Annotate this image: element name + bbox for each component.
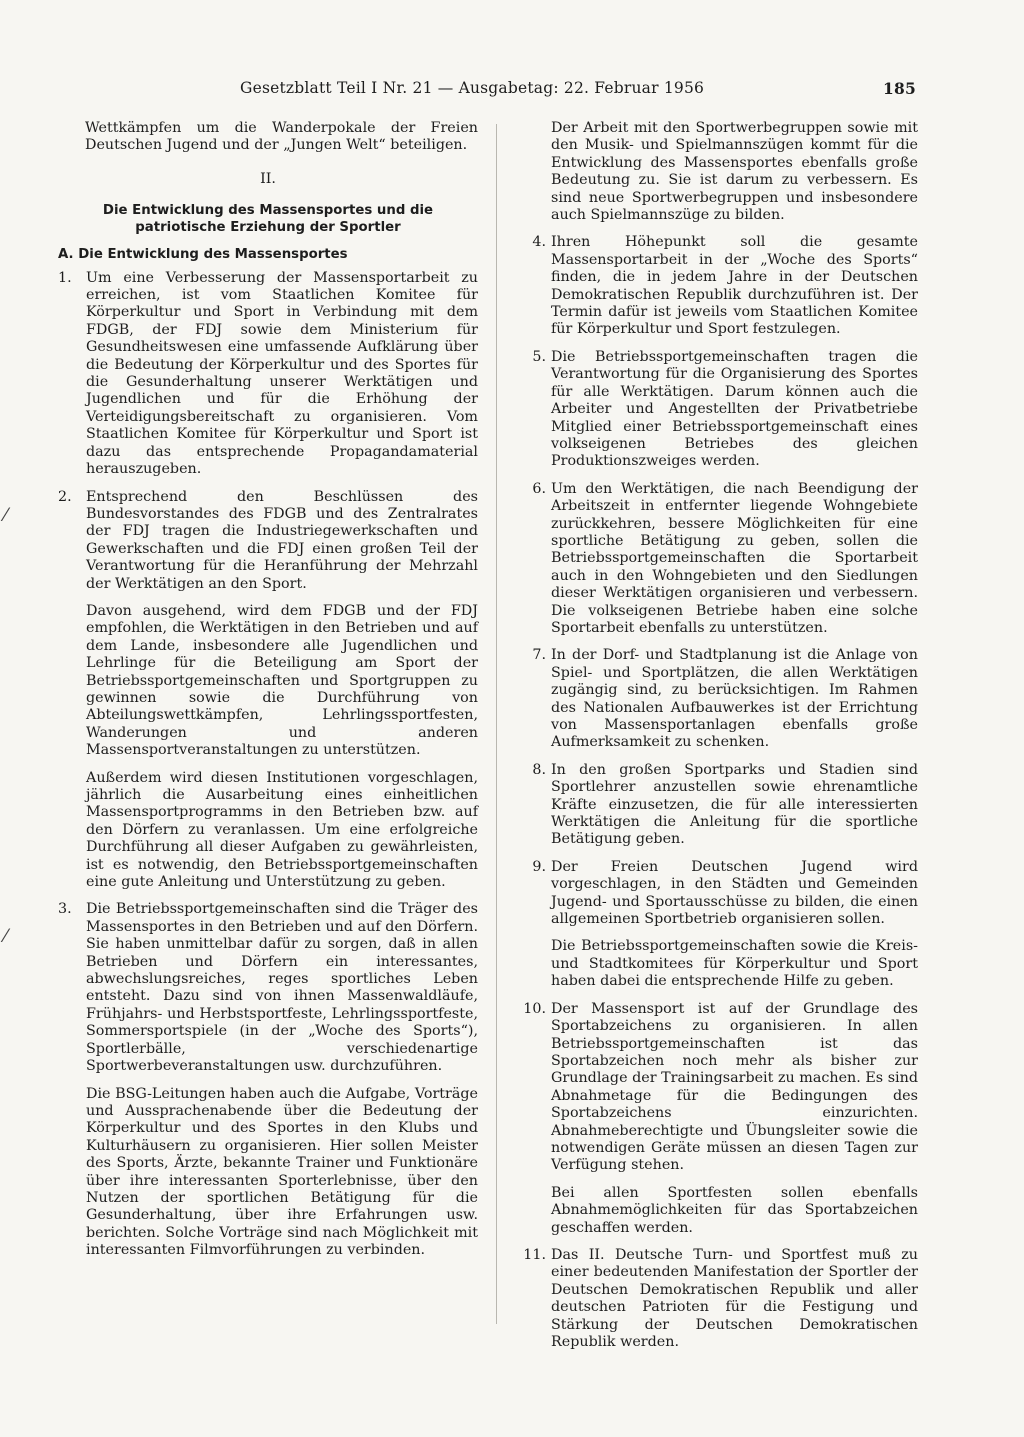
item-paragraph: Außerdem wird diesen Institutionen vorgeschlagen, jährlich die Ausarbeitung eines einheitlichen Massensportprogramms in den Betrieben bzw. auf den Dörfern zu veranlassen. Um eine erfolgreiche Durchführung all dieser Aufgaben zu gewährleisten, ist es notwendig, den Betriebssportgemeinschaften eine gute Anleitung und Unterstützung zu geben. — [86, 769, 478, 891]
list-item — [58, 270, 478, 479]
item-paragraph: Um den Werktätigen, die nach Beendigung der Arbeitszeit in entfernter liegende Wohngebiete zurückkehren, bessere Möglichkeiten für eine sportliche Betätigung zu geben, sollen die Betriebssportgemeinschaften die Sportarbeit auch in den Wohngebieten und den Siedlungen dieser Werktätigen organisieren und verbessern. Die volkseigenen Betriebe haben eine solche Sportarbeit ebenfalls zu unterstützen. — [551, 480, 918, 636]
column-divider — [496, 124, 497, 1324]
margin-tick-mark: ⁄ — [4, 926, 8, 947]
item-paragraph: Der Freien Deutschen Jugend wird vorgeschlagen, in den Städten und Gemeinden Jugend- und Sportausschüsse zu bilden, die einen allgemeinen Sportbetrieb organisieren sollen. — [551, 858, 918, 928]
section-number: II. — [260, 170, 276, 187]
item-paragraph: Bei allen Sportfesten sollen ebenfalls Abnahmemöglichkeiten für das Sportabzeichen geschaffen werden. — [551, 1184, 918, 1236]
item-paragraph: Davon ausgehend, wird dem FDGB und der FDJ empfohlen, die Werktätigen in den Betrieben und auf dem Lande, insbesondere alle Jugendlichen und Lehrlinge für die Beteiligung am Sport der Betriebssportgemeinschaften und Sportgruppen zu gewinnen sowie die Durchführung von Abteilungswettkämpfen, Lehrlingssportfesten, Wanderungen und anderen Massensportveranstaltungen zu unterstützen. — [86, 602, 478, 759]
item-number: 9. — [532, 858, 546, 875]
list-item — [520, 859, 918, 991]
list-item — [58, 901, 478, 1259]
item-number: 11. — [523, 1246, 546, 1263]
list-item — [520, 1001, 918, 1237]
item-number: 1. — [58, 269, 72, 286]
section-heading: Die Entwicklung des Massensportes und die patriotische Erziehung der Sportler — [102, 203, 434, 236]
header-title: Gesetzblatt Teil I Nr. 21 — Ausgabetag: 22. Februar 1956 — [240, 79, 705, 97]
subsection-heading: A. Die Entwicklung des Massensportes — [58, 247, 348, 263]
item-paragraph: Der Massensport ist auf der Grundlage des Sportabzeichens zu organisieren. In allen Betriebssportgemeinschaften ist das Sportabzeichen noch mehr als bisher zur Grundlage der Trainingsarbeit zu machen. Es sind Abnahmetage für die Bedingungen des Sportabzeichens einzurichten. Abnahmeberechtigte und Übungsleiter sowie die notwendigen Geräte müssen an diesen Tagen zur Verfügung stehen. — [551, 1000, 918, 1174]
item-paragraph: Ihren Höhepunkt soll die gesamte Massensportarbeit in der „Woche des Sports“ finden, die in jedem Jahre in der Deutschen Demokratischen Republik durchzuführen ist. Der Termin dafür ist jeweils vom Staatlichen Komitee für Körperkultur und Sport festzulegen. — [551, 234, 918, 338]
margin-tick-mark: ⁄ — [4, 505, 8, 526]
item-number: 4. — [532, 234, 546, 251]
list-item — [520, 349, 918, 471]
item-number: 3. — [58, 901, 72, 918]
list-item — [520, 762, 918, 849]
item-paragraph: Die Betriebssportgemeinschaften sowie die Kreis- und Stadtkomitees für Körperkultur und Sport haben dabei die entsprechende Hilfe zu geben. — [551, 938, 918, 990]
page-header — [0, 79, 1024, 105]
list-item — [520, 234, 918, 338]
item-paragraph: Entsprechend den Beschlüssen des Bundesvorstandes des FDGB und des Zentralrates der FDJ tragen die Industriegewerkschaften und Gewerkschaften und die FDJ einen großen Teil der Verantwortung für die Heranführung der Mehrzahl der Werktätigen an den Sport. — [86, 488, 478, 592]
item-paragraph: In der Dorf- und Stadtplanung ist die Anlage von Spiel- und Sportplätzen, die allen Werktätigen zugängig sind, zu berücksichtigen. Im Rahmen des Nationalen Aufbauwerkes ist der Errichtung von Massensportanlagen ebenfalls große Aufmerksamkeit zu schenken. — [551, 647, 918, 751]
list-item — [520, 481, 918, 638]
left-intro-paragraph: Wettkämpfen um die Wanderpokale der Freien Deutschen Jugend und der „Jungen Welt“ beteiligen. — [85, 120, 478, 154]
item-paragraph: Die Betriebssportgemeinschaften tragen die Verantwortung für die Organisierung des Sportes für alle Werktätigen. Darum können auch die Arbeiter und Angestellten der Privatbetriebe Mitglied einer Betriebssportgemeinschaft eines volkseigenen Betriebes des gleichen Produktionszweiges werden. — [551, 348, 918, 470]
item-number: 7. — [532, 647, 546, 664]
item-paragraph: Um eine Verbesserung der Massensportarbeit zu erreichen, ist vom Staatlichen Komitee für Körperkultur und Sport in Verbindung mit dem FDGB, der FDJ sowie dem Ministerium für Gesundheitswesen eine umfassende Aufklärung über die Bedeutung der Körperkultur und des Sportes für die Gesunderhaltung unserer Werktätigen und Jugendlichen und für die Erhöhung der Verteidigungsbereitschaft zu organisieren. Vom Staatlichen Komitee für Körperkultur und Sport ist dazu das entsprechende Propagandamaterial herauszugeben. — [86, 269, 478, 478]
list-item — [520, 1247, 918, 1351]
item-number: 10. — [523, 1000, 546, 1017]
item-number: 6. — [532, 480, 546, 497]
item-number: 5. — [532, 348, 546, 365]
list-item — [58, 489, 478, 892]
item-paragraph: Die BSG-Leitungen haben auch die Aufgabe, Vorträge und Aussprachenabende über die Bedeutung der Körperkultur und des Sportes in den Klubs und Kulturhäusern zu organisieren. Hier sollen Meister des Sports, Ärzte, bekannte Trainer und Funktionäre über ihre interessanten Sporterlebnisse, über den Nutzen der sportlichen Betätigung für die Gesunderhaltung, über ihre Erfahrungen usw. berichten. Solche Vorträge sind nach Möglichkeit mit interessanten Filmvorführungen zu verbinden. — [86, 1085, 478, 1259]
item-number: 8. — [532, 761, 546, 778]
left-column — [58, 120, 478, 1270]
item-paragraph: Die Betriebssportgemeinschaften sind die Träger des Massensportes in den Betrieben und auf den Dörfern. Sie haben unmittelbar dafür zu sorgen, daß in allen Betrieben und Dörfern ein interessantes, abwechslungsreiches, reges sportliches Leben entsteht. Dazu sind von ihnen Massenwaldläufe, Frühjahrs- und Herbstsportfeste, Lehrlingssportfeste, Sommersportspiele (in der „Woche des Sports“), Sportlerbälle, verschiedenartige Sportwerbeveranstaltungen usw. durchzuführen. — [86, 901, 478, 1075]
item-paragraph: In den großen Sportparks und Stadien sind Sportlehrer anzustellen sowie ehrenamtliche Kräfte einzusetzen, die für alle interessierten Werktätigen die Anleitung für die sportliche Betätigung geben. — [551, 761, 918, 848]
page-number: 185 — [883, 79, 916, 98]
list-item — [520, 647, 918, 751]
item-paragraph: Das II. Deutsche Turn- und Sportfest muß zu einer bedeutenden Manifestation der Sportler der Deutschen Demokratischen Republik und aller deutschen Patrioten für die Festigung und Stärkung der Deutschen Demokratischen Republik werden. — [551, 1246, 918, 1350]
right-intro-paragraph: Der Arbeit mit den Sportwerbegruppen sowie mit den Musik- und Spielmannszügen kommt für die Entwicklung des Massensportes ebenfalls große Bedeutung zu. Sie ist darum zu verbessern. Es sind neue Sportwerbegruppen und insbesondere auch Spielmannszüge zu bilden. — [551, 120, 918, 224]
item-number: 2. — [58, 488, 72, 505]
right-column — [520, 120, 918, 1361]
